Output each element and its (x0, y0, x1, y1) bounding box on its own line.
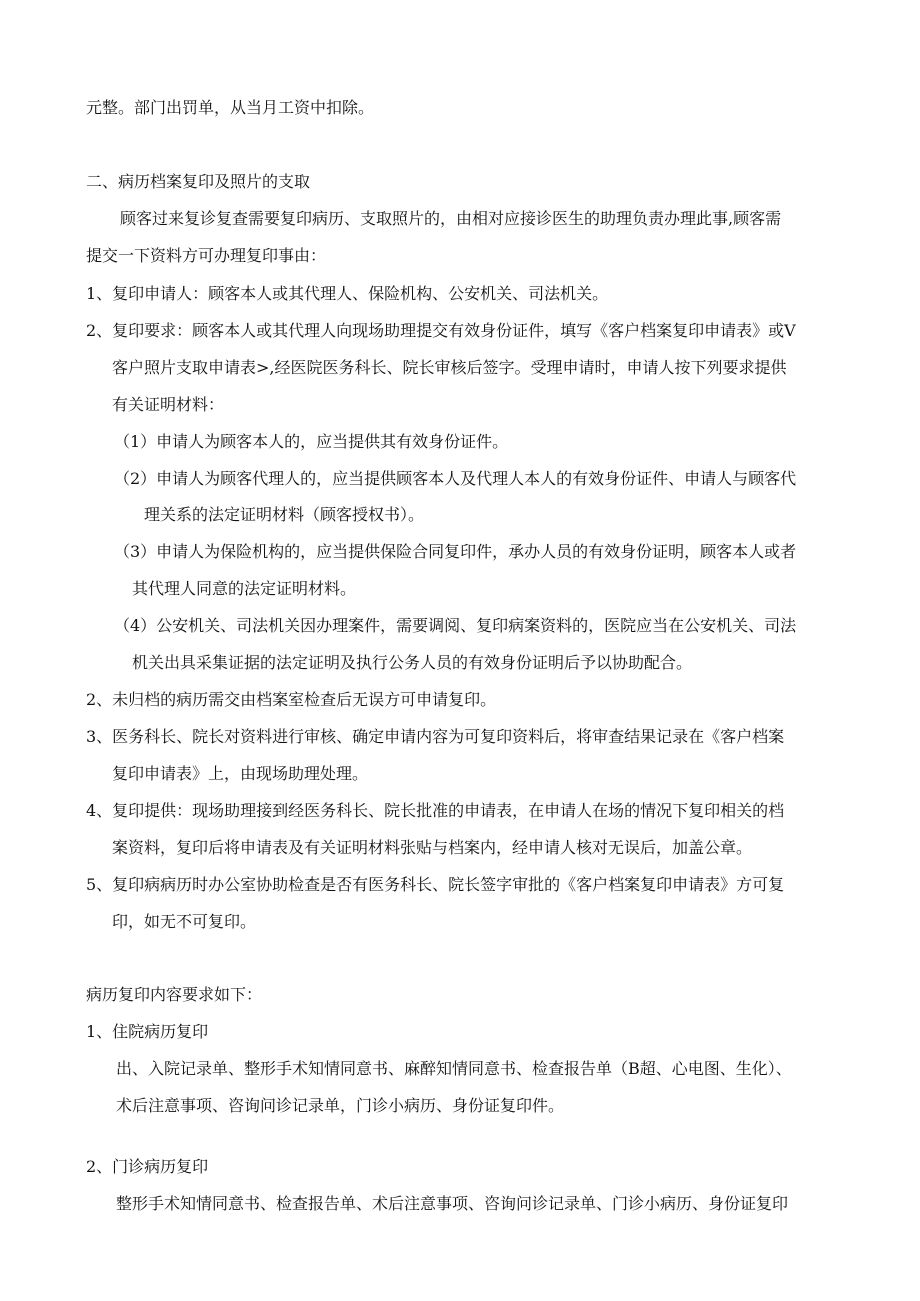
list-item-continuation: 印，如无不可复印。 (112, 912, 257, 931)
sub-item-continuation: 机关出具采集证据的法定证明及执行公务人员的有效身份证明后予以协助配合。 (132, 653, 693, 672)
list-item: 3、医务科长、院长对资料进行审核、确定申请内容为可复印资料后，将审查结果记录在《客户档案 (86, 727, 785, 746)
paragraph-line: 出、入院记录单、整形手术知情同意书、麻醉知情同意书、检查报告单（B超、心电图、生化）、 (116, 1059, 792, 1078)
list-item: 1、复印申请人：顾客本人或其代理人、保险机构、公安机关、司法机关。 (86, 284, 609, 303)
paragraph-line: 顾客过来复诊复查需要复印病历、支取照片的，由相对应接诊医生的助理负责办理此事,顾客需 (120, 209, 782, 228)
list-item-continuation: 客户照片支取申请表>,经医院医务科长、院长审核后签字。受理申请时，申请人按下列要求提供 (112, 358, 787, 377)
list-item-continuation: 案资料，复印后将申请表及有关证明材料张贴与档案内，经申请人核对无误后，加盖公章。 (112, 838, 753, 857)
list-item: 5、复印病病历时办公室协助检查是否有医务科长、院长签字审批的《客户档案复印申请表》方可复 (86, 875, 785, 894)
paragraph-line: 提交一下资料方可办理复印事由： (86, 246, 327, 265)
sub-item-continuation: 理关系的法定证明材料（顾客授权书）。 (144, 505, 425, 524)
text-line: 元整。部门出罚单，从当月工资中扣除。 (86, 98, 375, 117)
sub-item: （2）申请人为顾客代理人的，应当提供顾客本人及代理人本人的有效身份证件、申请人与顾客代 (114, 469, 797, 488)
sub-item: （3）申请人为保险机构的，应当提供保险合同复印件，承办人员的有效身份证明，顾客本人或者 (114, 542, 797, 561)
list-item: 2、未归档的病历需交由档案室检查后无误方可申请复印。 (86, 690, 497, 709)
sub-item-continuation: 其代理人同意的法定证明材料。 (132, 579, 357, 598)
paragraph-line: 整形手术知情同意书、检查报告单、术后注意事项、咨询问诊记录单、门诊小病历、身份证复印 (116, 1194, 789, 1213)
section-heading: 二、病历档案复印及照片的支取 (86, 172, 311, 191)
list-item-continuation: 有关证明材料： (112, 395, 225, 414)
paragraph-line: 术后注意事项、咨询问诊记录单，门诊小病历、身份证复印件。 (116, 1096, 565, 1115)
sub-item: （4）公安机关、司法机关因办理案件，需要调阅、复印病案资料的，医院应当在公安机关、司法 (114, 616, 797, 635)
list-item: 4、复印提供：现场助理接到经医务科长、院长批准的申请表，在申请人在场的情况下复印相关的档 (86, 801, 785, 820)
list-item-continuation: 复印申请表》上，由现场助理处理。 (112, 764, 369, 783)
list-item: 1、住院病历复印 (86, 1022, 209, 1041)
list-item: 2、门诊病历复印 (86, 1157, 209, 1176)
list-item: 2、复印要求：顾客本人或其代理人向现场助理提交有效身份证件，填写《客户档案复印申请表》或V (86, 321, 796, 340)
sub-item: （1）申请人为顾客本人的，应当提供其有效身份证件。 (114, 432, 509, 451)
section-label: 病历复印内容要求如下： (86, 985, 263, 1004)
